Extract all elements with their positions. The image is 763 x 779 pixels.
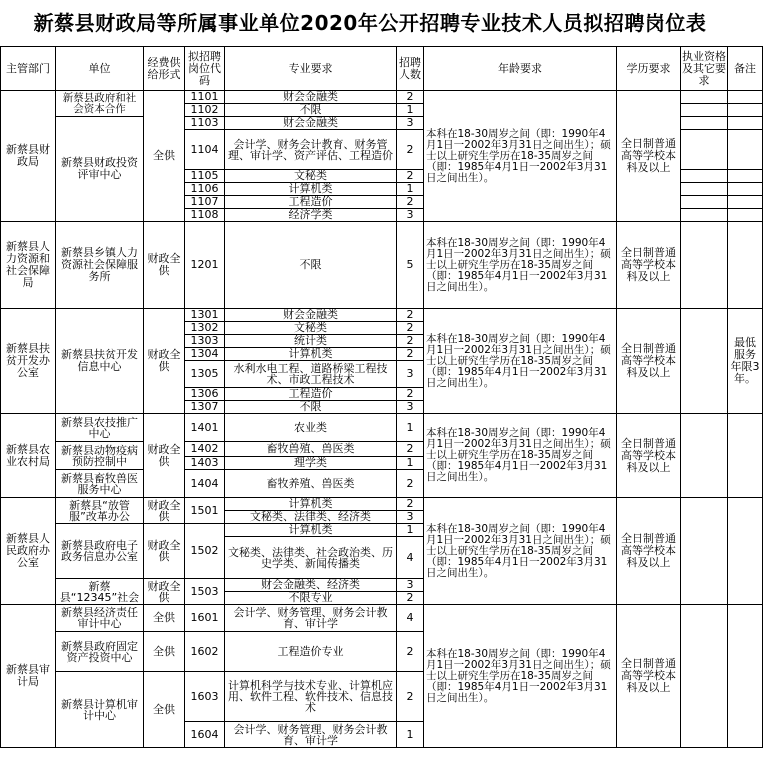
note-cell: 最低服务年限3年。 <box>728 309 763 414</box>
major-cell: 会计学、财务会计教育、财务管理、审计学、资产评估、工程造价 <box>225 130 397 170</box>
header-age: 年龄要求 <box>424 47 617 91</box>
count-cell: 3 <box>397 511 424 524</box>
positions-table <box>0 46 763 748</box>
note-cell <box>728 414 763 498</box>
code-cell: 1403 <box>185 457 225 470</box>
fund-cell: 财政全供 <box>144 309 185 414</box>
unit-cell: 新蔡县扶贫开发信息中心 <box>56 309 144 414</box>
code-cell: 1305 <box>185 361 225 388</box>
unit-cell: 新蔡县政府电子政务信息办公室 <box>56 524 144 579</box>
count-cell: 2 <box>397 91 424 104</box>
major-cell: 水利水电工程、道路桥梁工程技术、市政工程技术 <box>225 361 397 388</box>
code-cell: 1401 <box>185 414 225 442</box>
count-cell: 2 <box>397 348 424 361</box>
qual-cell <box>681 91 728 104</box>
dept-cell: 新蔡县扶贫开发办公室 <box>1 309 56 414</box>
major-cell: 文秘类、法律类、社会政治类、历史学类、新闻传播类 <box>225 537 397 579</box>
note-cell <box>728 130 763 170</box>
unit-cell: 新蔡县经济责任审计中心 <box>56 605 144 632</box>
qual-cell <box>681 170 728 183</box>
major-cell: 畜牧养殖、兽医类 <box>225 470 397 498</box>
code-cell: 1301 <box>185 309 225 322</box>
qual-cell <box>681 196 728 209</box>
count-cell: 1 <box>397 524 424 537</box>
fund-cell: 财政全供 <box>144 498 185 524</box>
count-cell: 1 <box>397 722 424 748</box>
unit-cell: 新蔡县“12345”社会 <box>56 579 144 605</box>
count-cell: 2 <box>397 196 424 209</box>
qual-cell <box>681 222 728 309</box>
major-cell: 理学类 <box>225 457 397 470</box>
fund-cell: 财政全供 <box>144 524 185 579</box>
unit-cell: 新蔡县畜牧兽医服务中心 <box>56 470 144 498</box>
major-cell: 计算机类 <box>225 524 397 537</box>
qual-cell <box>681 309 728 414</box>
major-cell: 计算机类 <box>225 183 397 196</box>
count-cell: 2 <box>397 470 424 498</box>
table-row <box>1 91 763 104</box>
major-cell: 财会金融类 <box>225 91 397 104</box>
code-cell: 1404 <box>185 470 225 498</box>
age-cell: 本科在18-30周岁之间（即：1990年4月1日一2002年3月31日之间出生）；硕士以上研究生学历在18-35周岁之间（即：1985年4月1日一2002年3月31日之间出生）。 <box>424 91 617 222</box>
count-cell: 2 <box>397 388 424 401</box>
count-cell: 2 <box>397 442 424 457</box>
major-cell: 不限 <box>225 222 397 309</box>
major-cell: 不限 <box>225 104 397 117</box>
count-cell: 2 <box>397 309 424 322</box>
count-cell: 2 <box>397 498 424 511</box>
table-row <box>1 222 763 309</box>
count-cell: 3 <box>397 401 424 414</box>
unit-cell: 新蔡县乡镇人力资源社会保障服务所 <box>56 222 144 309</box>
code-cell: 1501 <box>185 498 225 524</box>
code-cell: 1307 <box>185 401 225 414</box>
note-cell <box>728 117 763 130</box>
note-cell <box>728 91 763 104</box>
qual-cell <box>681 117 728 130</box>
count-cell: 2 <box>397 672 424 722</box>
count-cell: 1 <box>397 104 424 117</box>
code-cell: 1304 <box>185 348 225 361</box>
code-cell: 1601 <box>185 605 225 632</box>
unit-cell: 新蔡县动物疫病预防控制中 <box>56 442 144 470</box>
fund-cell: 全供 <box>144 672 185 748</box>
qual-cell <box>681 104 728 117</box>
major-cell: 文秘类 <box>225 322 397 335</box>
count-cell: 3 <box>397 579 424 592</box>
major-cell: 不限 <box>225 401 397 414</box>
dept-cell: 新蔡县人力资源和社会保障局 <box>1 222 56 309</box>
qual-cell <box>681 209 728 222</box>
code-cell: 1201 <box>185 222 225 309</box>
fund-cell: 全供 <box>144 91 185 222</box>
note-cell <box>728 183 763 196</box>
code-cell: 1603 <box>185 672 225 722</box>
table-row <box>1 605 763 632</box>
major-cell: 财会金融类、经济类 <box>225 579 397 592</box>
header-count: 招聘人数 <box>397 47 424 91</box>
fund-cell: 全供 <box>144 605 185 632</box>
edu-cell: 全日制普通高等学校本科及以上 <box>617 605 681 748</box>
count-cell: 2 <box>397 130 424 170</box>
code-cell: 1503 <box>185 579 225 605</box>
qual-cell <box>681 183 728 196</box>
header-note: 备注 <box>728 47 763 91</box>
count-cell: 2 <box>397 335 424 348</box>
major-cell: 不限专业 <box>225 592 397 605</box>
header-unit: 单位 <box>56 47 144 91</box>
unit-cell: 新蔡县政府和社会资本合作 <box>56 91 144 117</box>
header-major: 专业要求 <box>225 47 397 91</box>
code-cell: 1102 <box>185 104 225 117</box>
header-edu: 学历要求 <box>617 47 681 91</box>
note-cell <box>728 209 763 222</box>
note-cell <box>728 104 763 117</box>
count-cell: 3 <box>397 209 424 222</box>
code-cell: 1101 <box>185 91 225 104</box>
major-cell: 工程造价 <box>225 388 397 401</box>
major-cell: 会计学、财务管理、财务会计教育、审计学 <box>225 722 397 748</box>
code-cell: 1105 <box>185 170 225 183</box>
count-cell: 4 <box>397 537 424 579</box>
count-cell: 2 <box>397 592 424 605</box>
note-cell <box>728 605 763 748</box>
count-cell: 1 <box>397 414 424 442</box>
major-cell: 工程造价专业 <box>225 632 397 672</box>
fund-cell: 财政全供 <box>144 414 185 498</box>
count-cell: 1 <box>397 183 424 196</box>
code-cell: 1402 <box>185 442 225 457</box>
unit-cell: 新蔡县政府固定资产投资中心 <box>56 632 144 672</box>
count-cell: 5 <box>397 222 424 309</box>
note-cell <box>728 170 763 183</box>
header-code: 拟招聘岗位代码 <box>185 47 225 91</box>
qual-cell <box>681 130 728 170</box>
code-cell: 1106 <box>185 183 225 196</box>
qual-cell <box>681 498 728 605</box>
qual-cell <box>681 605 728 748</box>
major-cell: 工程造价 <box>225 196 397 209</box>
major-cell: 计算机类 <box>225 498 397 511</box>
code-cell: 1302 <box>185 322 225 335</box>
edu-cell: 全日制普通高等学校本科及以上 <box>617 222 681 309</box>
major-cell: 计算机类 <box>225 348 397 361</box>
code-cell: 1104 <box>185 130 225 170</box>
count-cell: 2 <box>397 632 424 672</box>
edu-cell: 全日制普通高等学校本科及以上 <box>617 414 681 498</box>
note-cell <box>728 498 763 605</box>
major-cell: 计算机科学与技术专业、计算机应用、软件工程、软件技术、信息技术 <box>225 672 397 722</box>
count-cell: 2 <box>397 170 424 183</box>
dept-cell: 新蔡县农业农村局 <box>1 414 56 498</box>
code-cell: 1107 <box>185 196 225 209</box>
edu-cell: 全日制普通高等学校本科及以上 <box>617 91 681 222</box>
code-cell: 1604 <box>185 722 225 748</box>
major-cell: 财会金融类 <box>225 309 397 322</box>
major-cell: 统计类 <box>225 335 397 348</box>
unit-cell: 新蔡县农技推广中心 <box>56 414 144 442</box>
code-cell: 1303 <box>185 335 225 348</box>
page-title: 新蔡县财政局等所属事业单位2020年公开招聘专业技术人员拟招聘岗位表 <box>33 11 707 35</box>
age-cell: 本科在18-30周岁之间（即：1990年4月1日一2002年3月31日之间出生）；硕士以上研究生学历在18-35周岁之间（即：1985年4月1日一2002年3月31日之间出生）。 <box>424 414 617 498</box>
code-cell: 1602 <box>185 632 225 672</box>
age-cell: 本科在18-30周岁之间（即：1990年4月1日一2002年3月31日之间出生）；硕士以上研究生学历在18-35周岁之间（即：1985年4月1日一2002年3月31日之间出生）。 <box>424 222 617 309</box>
code-cell: 1103 <box>185 117 225 130</box>
note-cell <box>728 222 763 309</box>
age-cell: 本科在18-30周岁之间（即：1990年4月1日一2002年3月31日之间出生）；硕士以上研究生学历在18-35周岁之间（即：1985年4月1日一2002年3月31日之间出生）。 <box>424 309 617 414</box>
count-cell: 2 <box>397 322 424 335</box>
note-cell <box>728 196 763 209</box>
major-cell: 文秘类 <box>225 170 397 183</box>
header-qual: 执业资格及其它要求 <box>681 47 728 91</box>
header-row <box>1 47 763 91</box>
code-cell: 1502 <box>185 524 225 579</box>
table-row <box>1 309 763 322</box>
fund-cell: 全供 <box>144 632 185 672</box>
dept-cell: 新蔡县审计局 <box>1 605 56 748</box>
qual-cell <box>681 414 728 498</box>
age-cell: 本科在18-30周岁之间（即：1990年4月1日一2002年3月31日之间出生）；硕士以上研究生学历在18-35周岁之间（即：1985年4月1日一2002年3月31日之间出生）。 <box>424 498 617 605</box>
unit-cell: 新蔡县财政投资评审中心 <box>56 117 144 222</box>
major-cell: 经济学类 <box>225 209 397 222</box>
age-cell: 本科在18-30周岁之间（即：1990年4月1日一2002年3月31日之间出生）；硕士以上研究生学历在18-35周岁之间（即：1985年4月1日一2002年3月31日之间出生）。 <box>424 605 617 748</box>
major-cell: 农业类 <box>225 414 397 442</box>
major-cell: 会计学、财务管理、财务会计教育、审计学 <box>225 605 397 632</box>
count-cell: 3 <box>397 117 424 130</box>
table-row <box>1 414 763 442</box>
count-cell: 1 <box>397 457 424 470</box>
edu-cell: 全日制普通高等学校本科及以上 <box>617 309 681 414</box>
count-cell: 3 <box>397 361 424 388</box>
dept-cell: 新蔡县财政局 <box>1 91 56 222</box>
unit-cell: 新蔡县计算机审计中心 <box>56 672 144 748</box>
major-cell: 文秘类、法律类、经济类 <box>225 511 397 524</box>
unit-cell: 新蔡县“放管服”改革办公 <box>56 498 144 524</box>
header-dept: 主管部门 <box>1 47 56 91</box>
count-cell: 4 <box>397 605 424 632</box>
code-cell: 1306 <box>185 388 225 401</box>
fund-cell: 财政全供 <box>144 222 185 309</box>
dept-cell: 新蔡县人民政府办公室 <box>1 498 56 605</box>
table-row <box>1 498 763 511</box>
fund-cell: 财政全供 <box>144 579 185 605</box>
major-cell: 财会金融类 <box>225 117 397 130</box>
major-cell: 畜牧兽殖、兽医类 <box>225 442 397 457</box>
edu-cell: 全日制普通高等学校本科及以上 <box>617 498 681 605</box>
code-cell: 1108 <box>185 209 225 222</box>
header-fund: 经费供给形式 <box>144 47 185 91</box>
